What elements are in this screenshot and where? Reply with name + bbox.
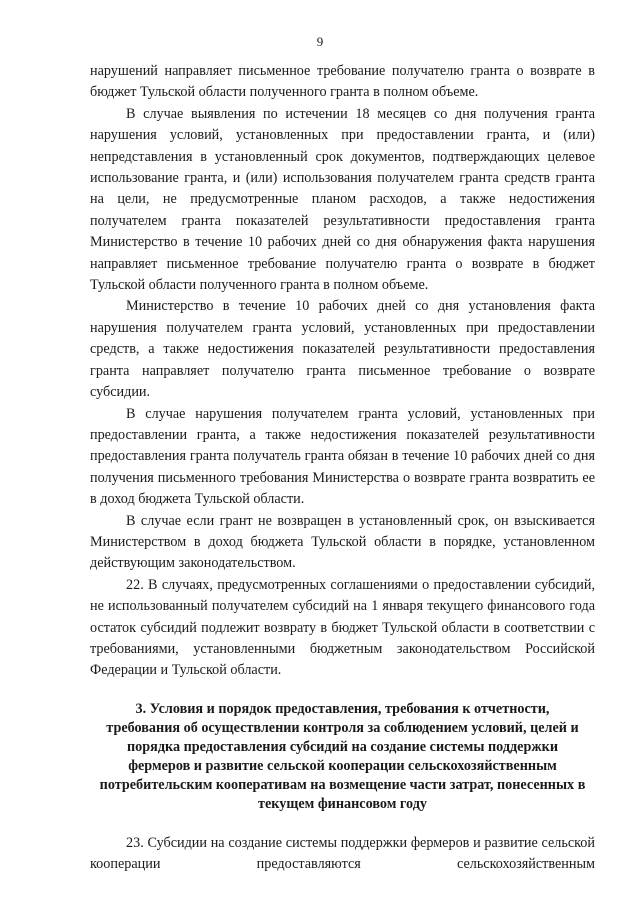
paragraph-grant-return: В случае нарушения получателем гранта условий, установленных при предоставлении гранта, а также недостижения показателей результативности предоставления гранта получатель гранта обязан в течение 10 рабочих дней со дня получения письменного требования Министерства о возврате гранта возвратить ее в доход бюджета Тульской области.: [90, 405, 595, 508]
paragraph-continuation: нарушений направляет письменное требование получателю гранта о возврате в бюджет Тульской области полученного гранта в полном объеме.: [90, 63, 595, 101]
page-number: 9: [316, 34, 324, 49]
paragraph-23: 23. Субсидии на создание системы поддержки фермеров и развитие сельской кооперации предоставляются сельскохозяйственным: [90, 834, 595, 873]
paragraph-22: 22. В случаях, предусмотренных соглашениями о предоставлении субсидий, не использованный получателем субсидий на 1 января текущего финансового года остаток субсидий подлежит возврату в бюджет Тульской области в соответствии с требованиями, установленными бюджетным законодательством Российской Федерации и Тульской области.: [90, 576, 595, 679]
document-body: [90, 61, 595, 876]
paragraph-violation-18-months: В случае выявления по истечении 18 месяцев со дня получения гранта нарушения условий, установленных при предоставлении гранта, и (или) непредставления в установленный срок документов, подтверждающих целевое использование гранта, и (или) использования получателем гранта средств гранта на цели, не предусмотренные планом расходов, а также недостижения получателем гранта показателей результативности предоставления гранта Министерство в течение 10 рабочих дней со дня обнаружения факта нарушения направляет письменное требование получателю гранта о возврате в бюджет Тульской области полученного гранта в полном объеме.: [90, 105, 595, 294]
section-3-heading: 3. Условия и порядок предоставления, требования к отчетности, требования об осуществлении контроля за соблюдением условий, целей и порядка предоставления субсидий на создание системы поддержки фермеров и развитие сельской кооперации сельскохозяйственным потребительским кооперативам на возмещение части затрат, понесенных в текущем финансовом году: [99, 700, 586, 812]
paragraph-ministry-notice: Министерство в течение 10 рабочих дней со дня установления факта нарушения получателем гранта условий, установленных при предоставлении средств, а также недостижения показателей результативности предоставления гранта направляет получателю гранта письменное требование о возврате субсидии.: [90, 298, 595, 401]
paragraph-enforcement: В случае если грант не возвращен в установленный срок, он взыскивается Министерством в доход бюджета Тульской области в порядке, установленном действующим законодательством.: [90, 512, 595, 572]
